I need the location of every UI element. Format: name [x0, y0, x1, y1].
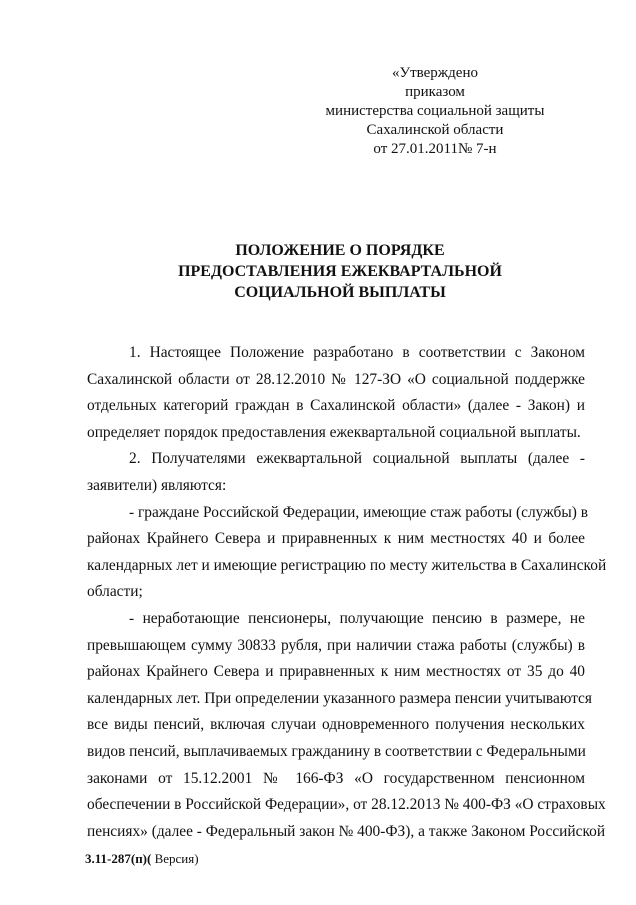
approval-line: «Утверждено	[391, 65, 478, 81]
approval-line: от 27.01.2011№ 7-н	[373, 141, 497, 157]
paragraph-4	[87, 606, 606, 845]
approval-stamp	[300, 64, 570, 159]
document-footer	[85, 851, 199, 867]
text-line: заявители) являются:	[87, 476, 227, 494]
approval-line: приказом	[405, 84, 465, 100]
text-line: законами от 15.12.2001 № 166-ФЗ «О государственном пенсионном	[87, 769, 585, 787]
document-body	[87, 340, 607, 845]
text-line: календарных лет. При определении указанного размера пенсии учитываются	[87, 689, 592, 707]
text-line: области;	[87, 583, 143, 601]
footer-version: Версия)	[151, 851, 199, 866]
text-line: 2. Получателями ежеквартальной социальной выплаты (далее -	[129, 450, 585, 468]
text-line: календарных лет и имеющие регистрацию по месту жительства в Сахалинской	[87, 556, 607, 574]
text-line: отдельных категорий граждан в Сахалинской области» (далее - Закон) и	[87, 397, 585, 415]
text-line: районах Крайнего Севера и приравненных к ним местностях 40 и более	[87, 530, 585, 548]
text-line: - неработающие пенсионеры, получающие пенсию в размере, не	[129, 609, 585, 627]
text-line: 1. Настоящее Положение разработано в соответствии с Законом	[129, 344, 585, 361]
text-line: районах Крайнего Севера и приравненных к ним местностях от 35 до 40	[87, 663, 585, 681]
document-title	[140, 240, 540, 303]
footer-code: 3.11-287(п)(	[85, 851, 152, 866]
text-line: превышающем сумму 30833 рубля, при наличии стажа работы (службы) в	[87, 636, 585, 654]
paragraph-1	[87, 340, 585, 446]
title-line: ПРЕДОСТАВЛЕНИЯ ЕЖЕКВАРТАЛЬНОЙ	[178, 263, 502, 280]
text-line: обеспечении в Российской Федерации», от 28.12.2013 № 400-ФЗ «О страховых	[87, 796, 606, 814]
text-line: - граждане Российской Федерации, имеющие стаж работы (службы) в	[129, 503, 588, 521]
text-line: пенсиях» (далее - Федеральный закон № 400-ФЗ), а также Законом Российской	[87, 822, 606, 840]
title-line: ПОЛОЖЕНИЕ О ПОРЯДКЕ	[235, 242, 445, 259]
text-line: все виды пенсий, включая случаи одновременного получения нескольких	[87, 716, 585, 734]
title-line: СОЦИАЛЬНОЙ ВЫПЛАТЫ	[234, 284, 446, 301]
approval-line: Сахалинской области	[366, 122, 504, 138]
approval-line: министерства социальной защиты	[325, 103, 545, 119]
text-line: видов пенсий, выплачиваемых гражданину в соответствии с Федеральными	[87, 742, 586, 760]
text-line: Сахалинской области от 28.12.2010 № 127-ЗО «О социальной поддержке	[87, 370, 585, 388]
text-line: определяет порядок предоставления ежеквартальной социальной выплаты.	[87, 423, 581, 441]
paragraph-3	[87, 500, 607, 606]
paragraph-2	[87, 446, 585, 499]
